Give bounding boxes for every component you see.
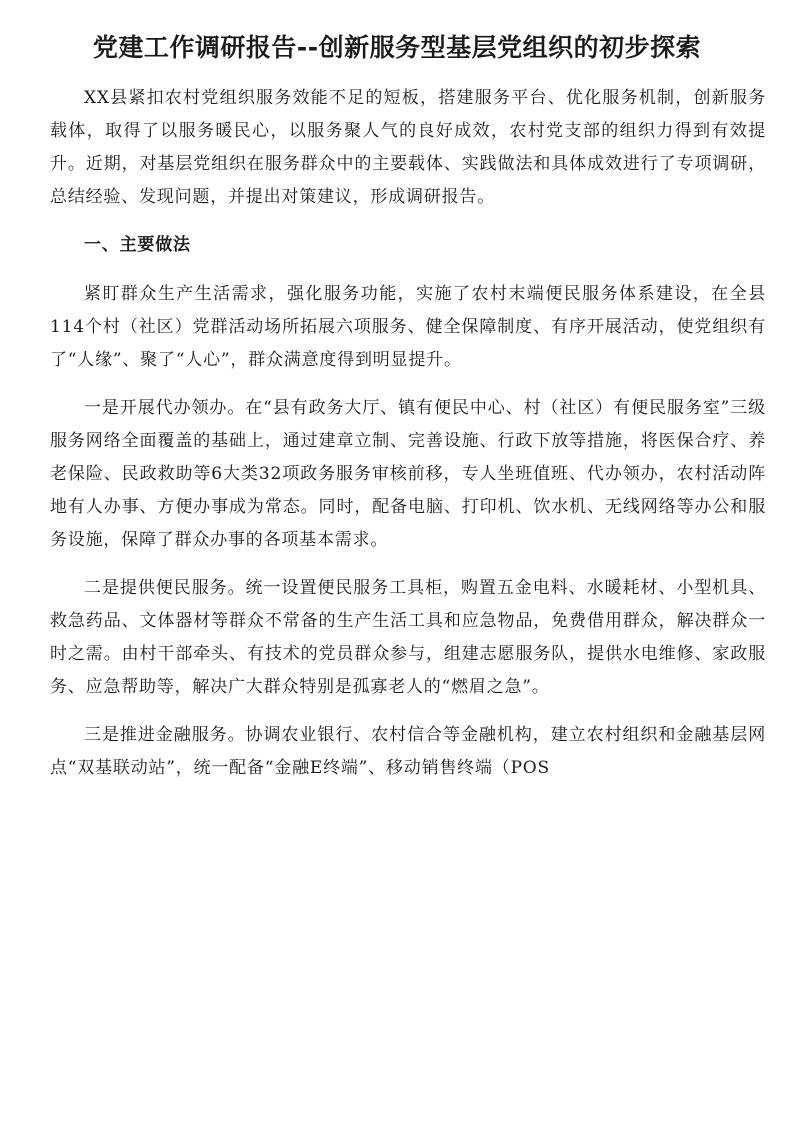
item-paragraph-2: 二是提供便民服务。统一设置便民服务工具柜，购置五金电料、水暖耗材、小型机具、救急药品、文体器材等群众不常备的生产生活工具和应急物品，免费借用群众，解决群众一时之需。由村干部牵头、有技术的党员群众参与，组建志愿服务队，提供水电维修、家政服务、应急帮助等，解决广大群众特别是孤寡老人的“燃眉之急”。 [50, 578, 766, 697]
section-intro-paragraph: 紧盯群众生产生活需求，强化服务功能，实施了农村末端便民服务体系建设，在全县114个村（社区）党群活动场所拓展六项服务、健全保障制度、有序开展活动，使党组织有了“人缘”、聚了“人心”，群众满意度得到明显提升。 [50, 284, 766, 370]
item-paragraph-1: 一是开展代办领办。在“县有政务大厅、镇有便民中心、村（社区）有便民服务室”三级服务网络全面覆盖的基础上，通过建章立制、完善设施、行政下放等措施，将医保合疗、养老保险、民政救助等6大类32项政务服务审核前移，专人坐班值班、代办领办，农村活动阵地有人办事、方便办事成为常态。同时，配备电脑、打印机、饮水机、无线网络等办公和服务设施，保障了群众办事的各项基本需求。 [50, 398, 766, 550]
intro-paragraph: XX县紧扣农村党组织服务效能不足的短板，搭建服务平台、优化服务机制，创新服务载体，取得了以服务暖民心，以服务聚人气的良好成效，农村党支部的组织力得到有效提升。近期，对基层党组织在服务群众中的主要载体、实践做法和具体成效进行了专项调研，总结经验、发现问题，并提出对策建议，形成调研报告。 [50, 88, 766, 207]
document-body [50, 82, 766, 800]
document-title: 党建工作调研报告--创新服务型基层党组织的初步探索 [92, 33, 702, 62]
section-heading: 一、主要做法 [84, 235, 191, 255]
item-paragraph-3: 三是推进金融服务。协调农业银行、农村信合等金融机构，建立农村组织和金融基层网点“双基联动站”，统一配备“金融E终端”、移动销售终端（POS [50, 725, 766, 778]
